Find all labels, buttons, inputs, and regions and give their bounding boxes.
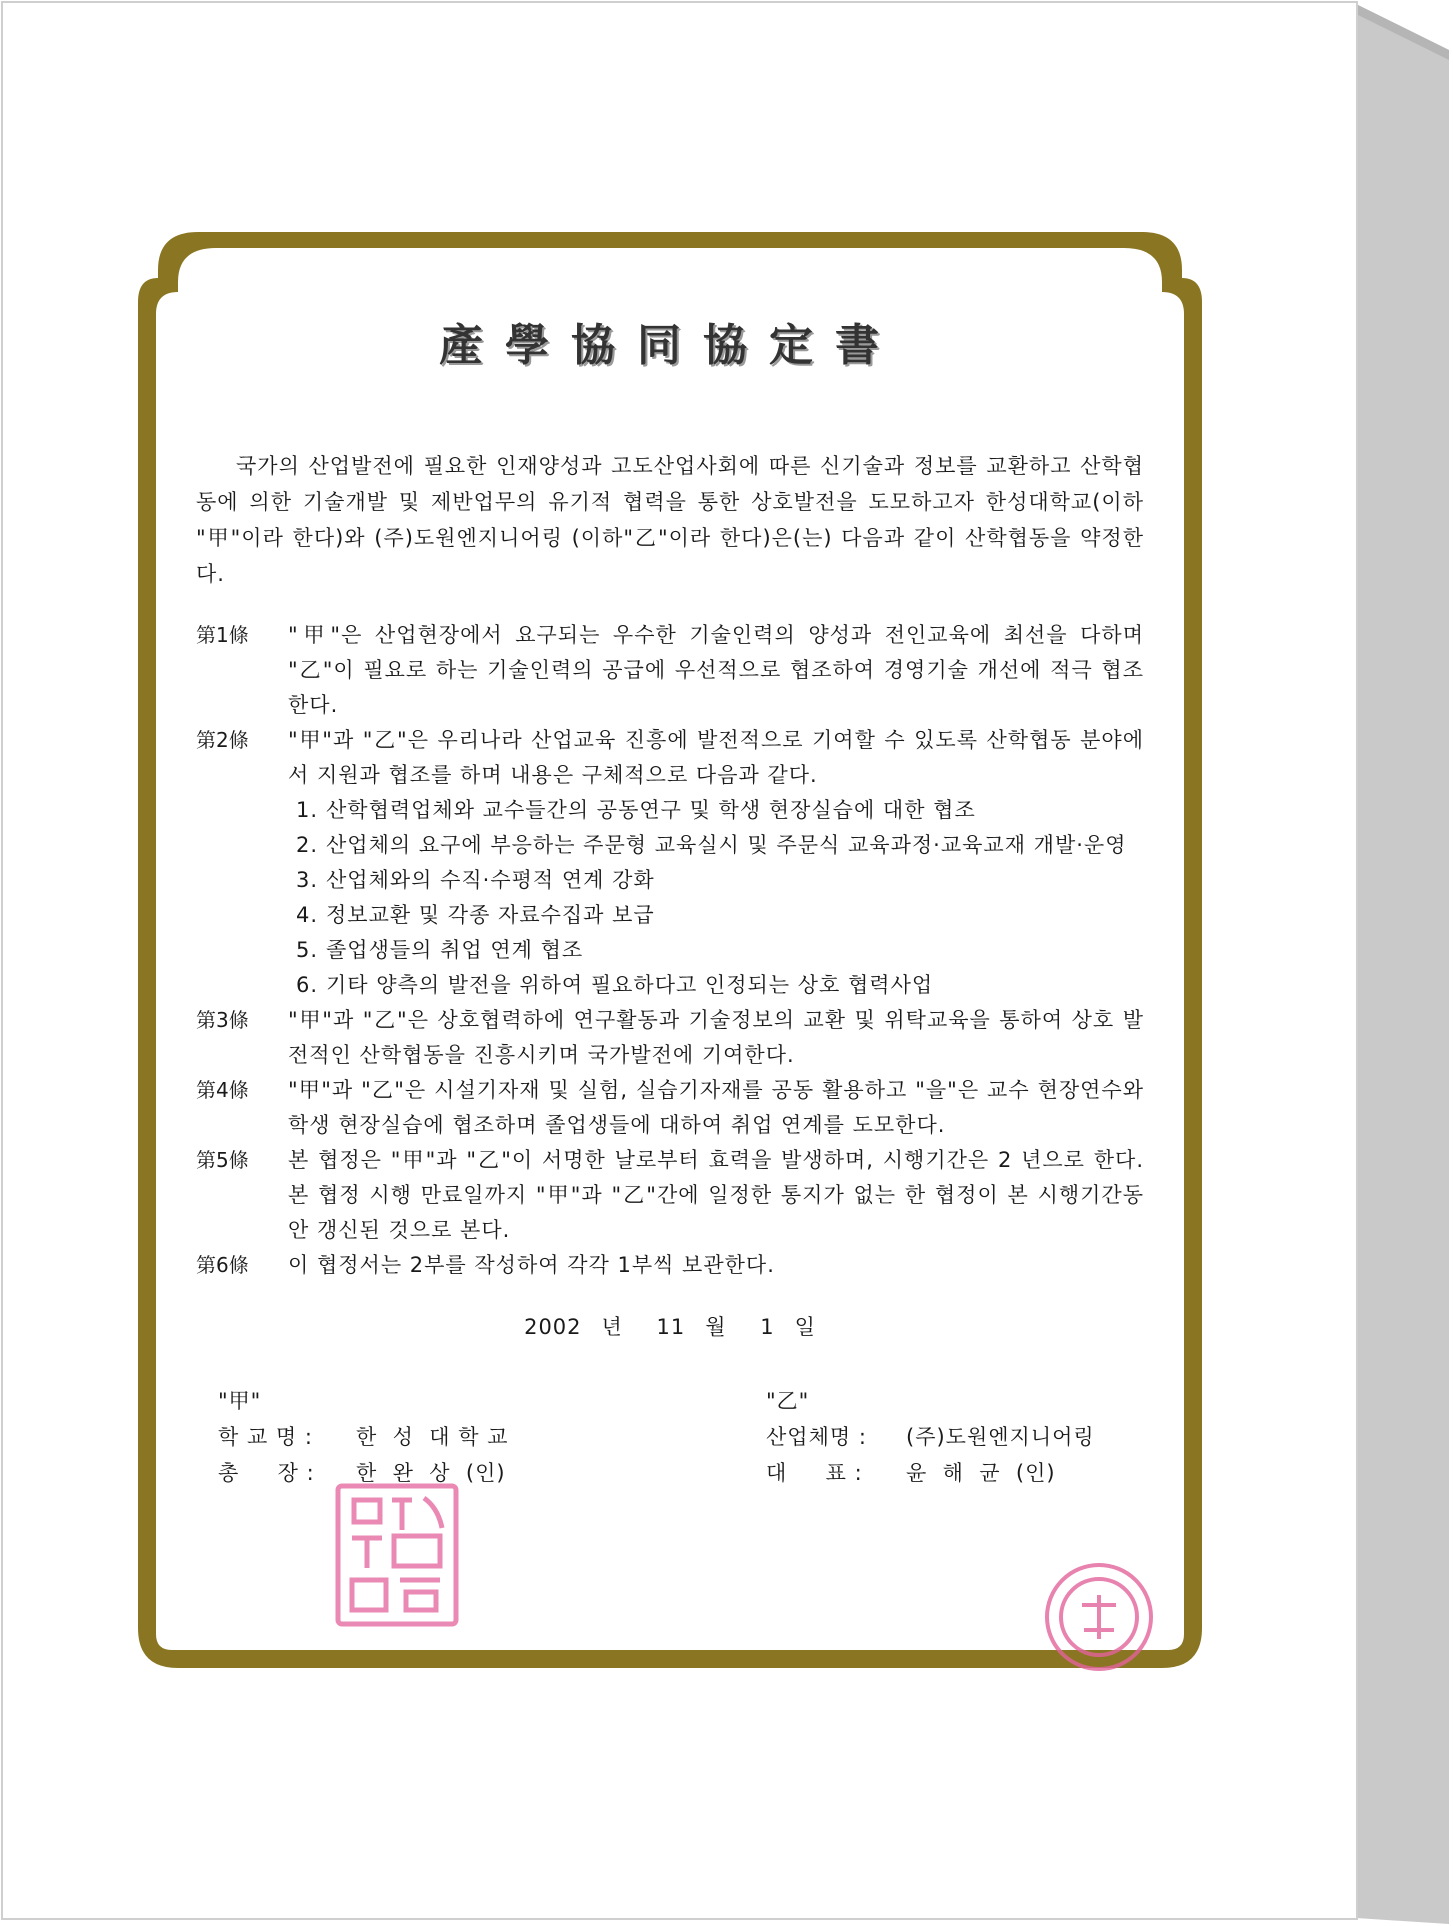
square-seal-icon bbox=[332, 1480, 462, 1630]
item-number: 4. bbox=[296, 903, 319, 927]
article-2 bbox=[196, 723, 1144, 1003]
article-text: "甲"과 "乙"은 우리나라 산업교육 진흥에 발전적으로 기여할 수 있도록 산학협동 분야에서 지원과 협조를 하며 내용은 구체적으로 다음과 같다. bbox=[288, 728, 1144, 787]
article-text: "甲"과 "乙"은 시설기자재 및 실험, 실습기자재를 공동 활용하고 "을"은 교수 현장연수와 학생 현장실습에 협조하며 졸업생들에 대하여 취업 연계를 도모한다. bbox=[288, 1078, 1144, 1137]
article-label: 第4條 bbox=[196, 1078, 249, 1102]
list-item bbox=[296, 828, 1144, 863]
list-item bbox=[296, 898, 1144, 933]
list-item bbox=[296, 968, 1144, 1003]
article-label: 第6條 bbox=[196, 1253, 249, 1277]
item-text: 산업체와의 수직·수평적 연계 강화 bbox=[326, 868, 655, 892]
article-text: 이 협정서는 2부를 작성하여 각각 1부씩 보관한다. bbox=[288, 1253, 775, 1277]
item-text: 졸업생들의 취업 연계 협조 bbox=[326, 938, 584, 962]
article-label: 第3條 bbox=[196, 1008, 249, 1032]
date-day-unit: 일 bbox=[794, 1315, 816, 1339]
party-a-signature bbox=[218, 1383, 598, 1491]
party-b-company-row bbox=[766, 1419, 1126, 1455]
article-6 bbox=[196, 1248, 1144, 1283]
article-3 bbox=[196, 1003, 1144, 1073]
item-text: 기타 양측의 발전을 위하여 필요하다고 인정되는 상호 협력사업 bbox=[326, 973, 934, 997]
representative-value: 윤 해 균 (인) bbox=[906, 1461, 1056, 1485]
article-2-item-list bbox=[288, 793, 1144, 1003]
item-number: 1. bbox=[296, 798, 319, 822]
article-label: 第1條 bbox=[196, 623, 249, 647]
article-5 bbox=[196, 1143, 1144, 1248]
item-number: 2. bbox=[296, 833, 319, 857]
date-year-unit: 년 bbox=[601, 1315, 623, 1339]
company-name-value: (주)도원엔지니어링 bbox=[906, 1425, 1095, 1449]
party-b-representative-row bbox=[766, 1455, 1126, 1491]
representative-label: 대 표 : bbox=[766, 1461, 863, 1485]
article-label: 第2條 bbox=[196, 728, 249, 752]
round-seal-icon bbox=[1042, 1560, 1157, 1675]
preamble-paragraph: 국가의 산업발전에 필요한 인재양성과 고도산업사회에 따른 신기술과 정보를 교환하고 산학협동에 의한 기술개발 및 제반업무의 유기적 협력을 통한 상호발전을 도모하고자 한성대학교(이하 "甲"이라 한다)와 (주)도원엔지니어링 (이하"乙"이라 한다)은(는) 다음과 같이 산학협동을 약정한다. bbox=[196, 454, 1144, 586]
item-number: 3. bbox=[296, 868, 319, 892]
list-item bbox=[296, 793, 1144, 828]
school-name-value: 한 성 대 학 교 bbox=[356, 1425, 509, 1449]
item-number: 6. bbox=[296, 973, 319, 997]
item-number: 5. bbox=[296, 938, 319, 962]
president-value: 한 완 상 (인) bbox=[356, 1461, 506, 1485]
list-item bbox=[296, 863, 1144, 898]
item-text: 정보교환 및 각종 자료수집과 보급 bbox=[326, 903, 655, 927]
school-name-label: 학 교 명 : bbox=[218, 1425, 313, 1449]
article-label: 第5條 bbox=[196, 1148, 249, 1172]
president-label: 총 장 : bbox=[218, 1461, 315, 1485]
item-text: 산학협력업체와 교수들간의 공동연구 및 학생 현장실습에 대한 협조 bbox=[326, 798, 976, 822]
article-text: 본 협정은 "甲"과 "乙"이 서명한 날로부터 효력을 발생하며, 시행기간은 2 년으로 한다. 본 협정 시행 만료일까지 "甲"과 "乙"간에 일정한 통지가 없는 한 협정이 본 시행기간동안 갱신된 것으로 본다. bbox=[288, 1148, 1144, 1242]
article-text: "甲"은 산업현장에서 요구되는 우수한 기술인력의 양성과 전인교육에 최선을 다하며 "乙"이 필요로 하는 기술인력의 공급에 우선적으로 협조하여 경영기술 개선에 적극 협조한다. bbox=[288, 623, 1144, 717]
party-b-signature bbox=[766, 1383, 1126, 1491]
signing-date bbox=[196, 1311, 1144, 1341]
company-name-label: 산업체명 : bbox=[766, 1425, 867, 1449]
article-text: "甲"과 "乙"은 상호협력하에 연구활동과 기술정보의 교환 및 위탁교육을 통하여 상호 발전적인 산학협동을 진흥시키며 국가발전에 기여한다. bbox=[288, 1008, 1144, 1067]
date-day: 1 bbox=[760, 1315, 775, 1339]
agreement-content bbox=[196, 300, 1144, 1513]
article-body bbox=[288, 723, 1144, 1003]
article-4 bbox=[196, 1073, 1144, 1143]
list-item bbox=[296, 933, 1144, 968]
party-a-mark: "甲" bbox=[218, 1389, 262, 1413]
date-month-unit: 월 bbox=[705, 1315, 727, 1339]
articles-section bbox=[196, 618, 1144, 1283]
article-1 bbox=[196, 618, 1144, 723]
party-a-school-row bbox=[218, 1419, 598, 1455]
date-month: 11 bbox=[656, 1315, 686, 1339]
document-title: 產學協同協定書 bbox=[439, 320, 901, 371]
item-text: 산업체의 요구에 부응하는 주문형 교육실시 및 주문식 교육과정·교육교재 개발·운영 bbox=[326, 833, 1127, 857]
party-b-mark: "乙" bbox=[766, 1389, 810, 1413]
date-year: 2002 bbox=[524, 1315, 582, 1339]
